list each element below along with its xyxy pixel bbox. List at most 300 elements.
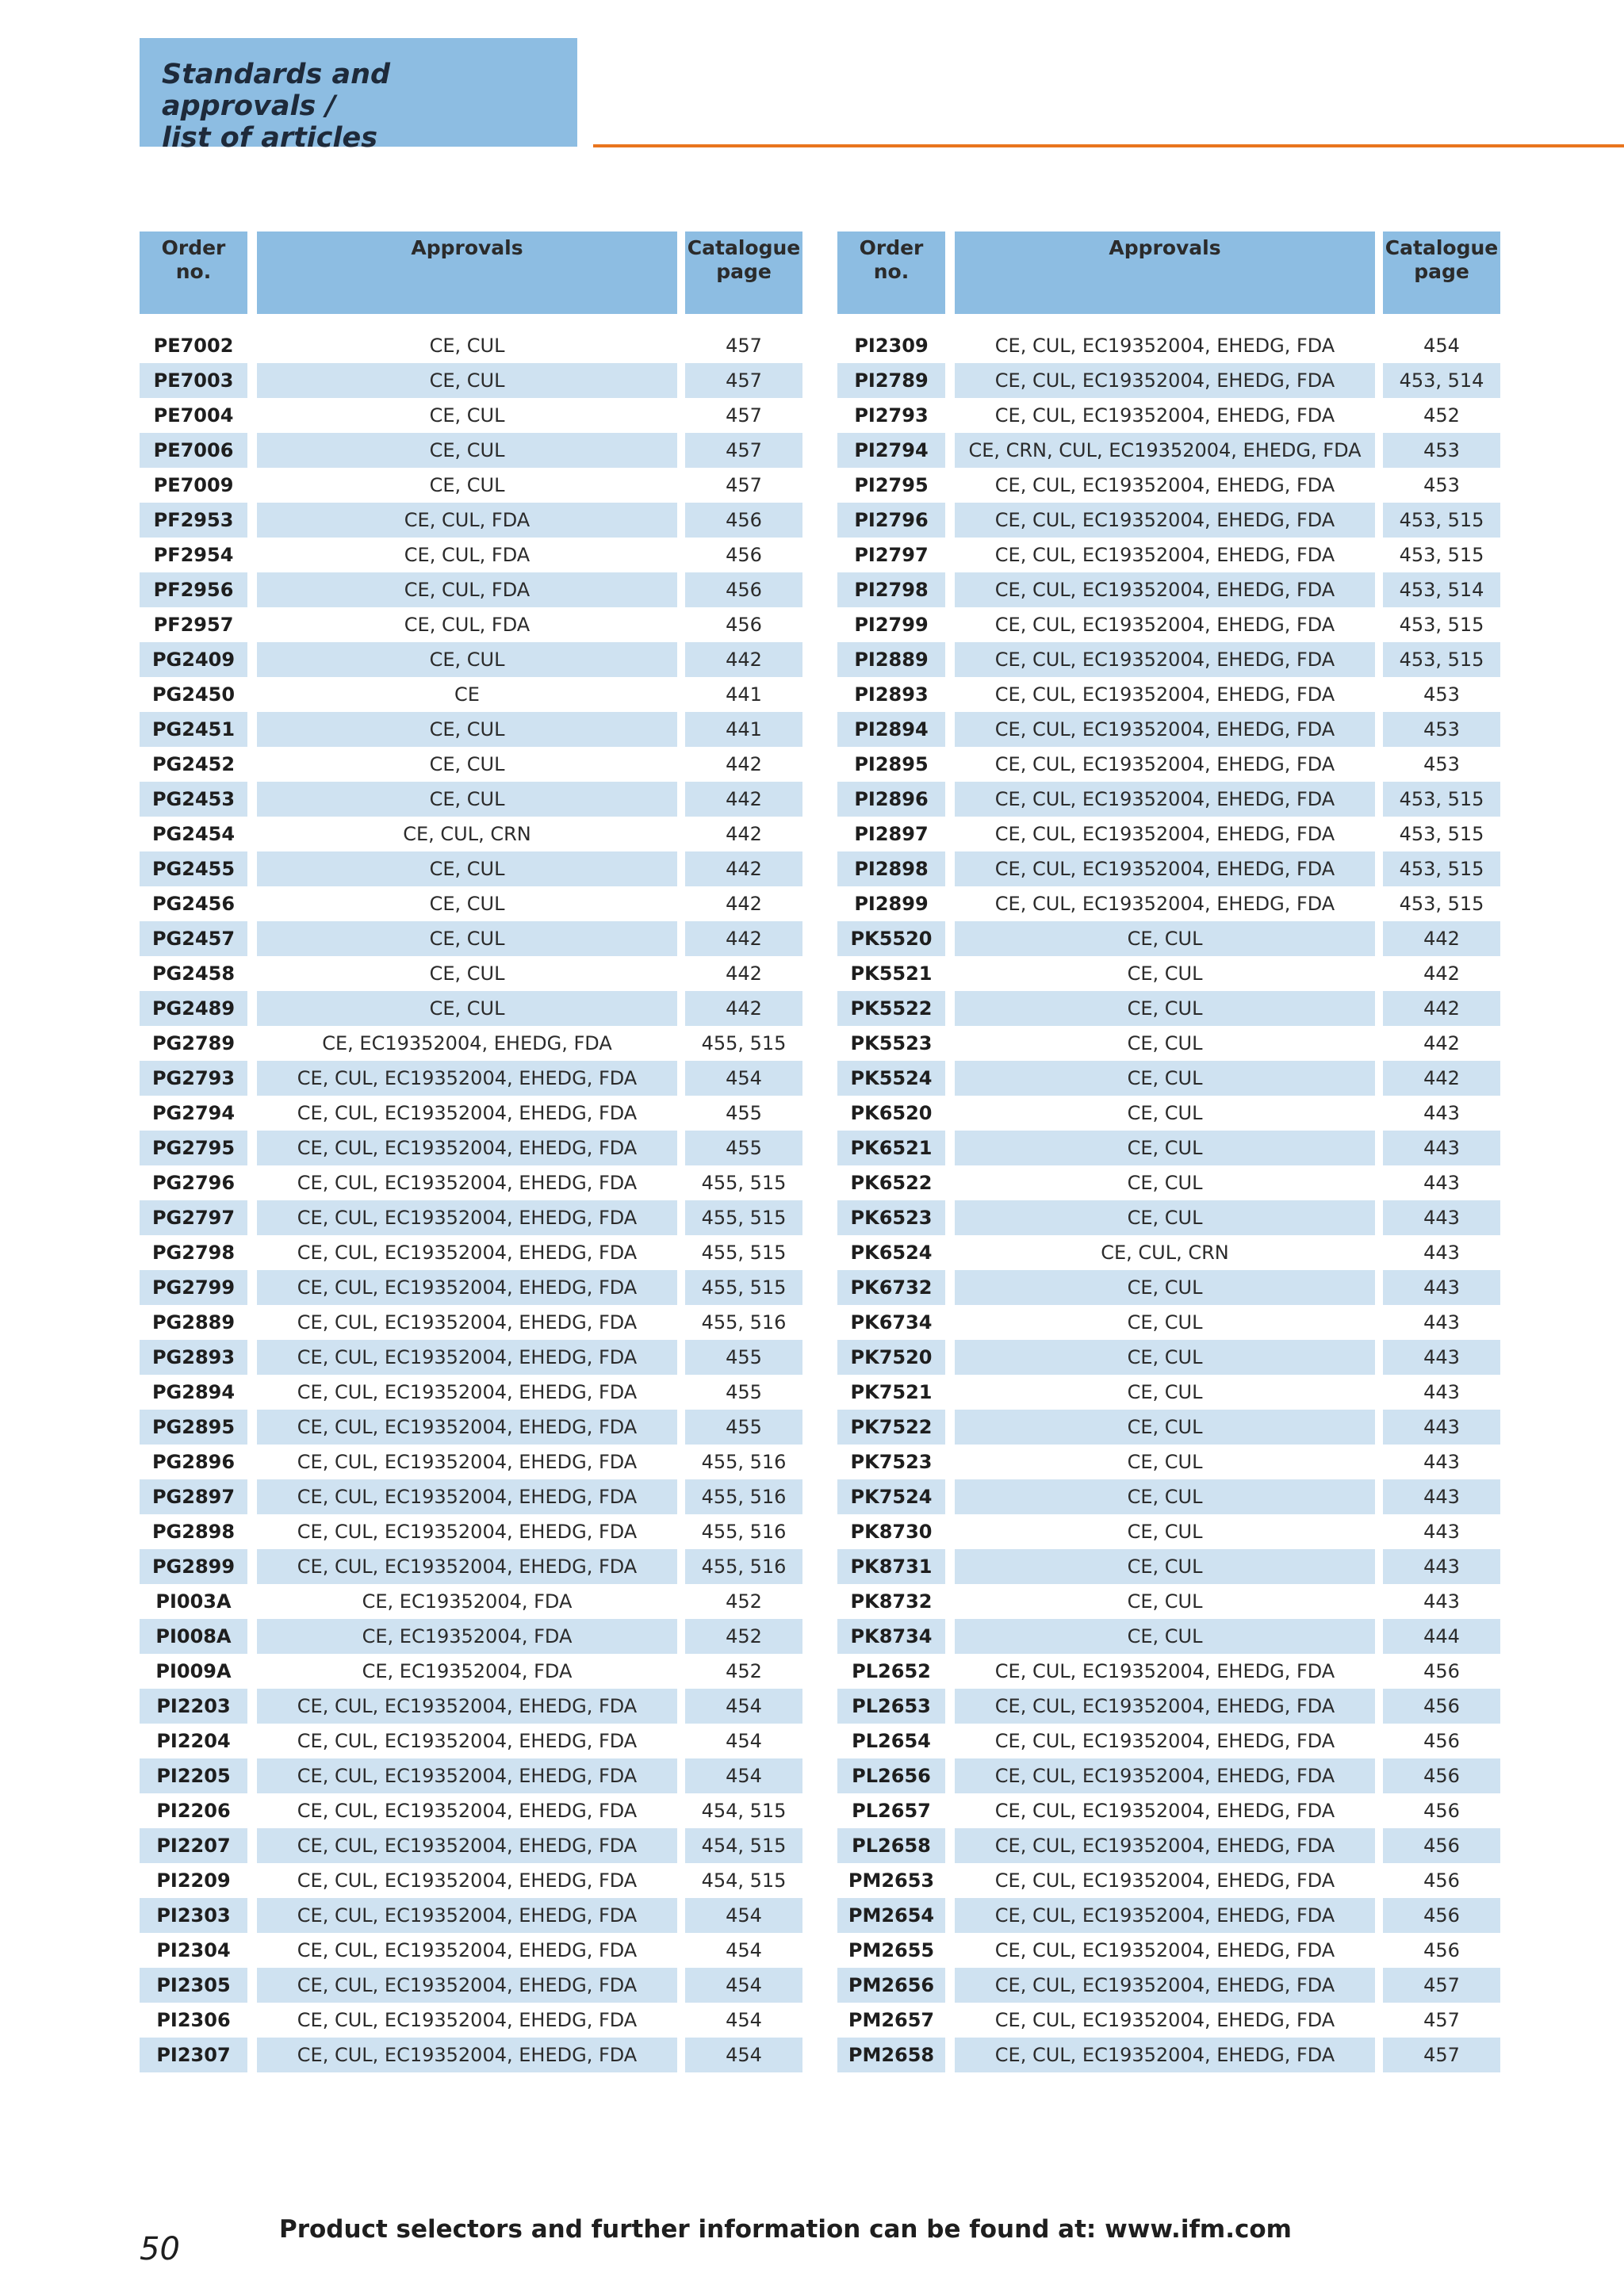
table-row bbox=[837, 1584, 1500, 1619]
catalogue-page-cell: 455, 516 bbox=[701, 1521, 787, 1543]
order-no-cell: PG2796 bbox=[151, 1172, 236, 1194]
approvals-cell: CE, CUL, EC19352004, EHEDG, FDA bbox=[257, 1410, 677, 1445]
catalogue-page-cell: 454, 515 bbox=[701, 1869, 787, 1892]
catalogue-page-cell: 443 bbox=[1423, 1521, 1460, 1543]
order-no-cell: PL2652 bbox=[852, 1660, 931, 1682]
order-no-cell: PL2653 bbox=[837, 1689, 945, 1724]
approvals-cell: CE, CUL, EC19352004, EHEDG, FDA bbox=[955, 851, 1375, 886]
table-row bbox=[140, 1758, 802, 1793]
order-no-cell: PI2209 bbox=[156, 1869, 231, 1892]
table-row bbox=[140, 1898, 802, 1933]
order-no-cell: PG2797 bbox=[140, 1200, 247, 1235]
table-row bbox=[140, 1619, 802, 1654]
table-row bbox=[837, 782, 1500, 817]
approvals-cell: CE, EC19352004, FDA bbox=[257, 1619, 677, 1654]
approvals-cell: CE, CUL, EC19352004, EHEDG, FDA bbox=[955, 2038, 1375, 2072]
order-no-cell: PG2450 bbox=[151, 683, 236, 706]
table-row bbox=[140, 1793, 802, 1828]
order-no-cell: PI2307 bbox=[140, 2038, 247, 2072]
table-row bbox=[837, 1131, 1500, 1165]
table-row bbox=[837, 468, 1500, 503]
approvals-cell: CE, EC19352004, FDA bbox=[362, 1590, 573, 1613]
approvals-cell: CE, CUL bbox=[955, 991, 1375, 1026]
order-no-cell: PI2204 bbox=[156, 1730, 231, 1752]
page-title-box bbox=[140, 38, 577, 154]
order-no-cell: PI2796 bbox=[837, 503, 945, 538]
order-no-cell: PI2899 bbox=[854, 893, 929, 915]
approvals-cell: CE, CUL, EC19352004, EHEDG, FDA bbox=[955, 642, 1375, 677]
catalogue-page-cell: 443 bbox=[1383, 1549, 1500, 1584]
order-no-cell: PK5522 bbox=[837, 991, 945, 1026]
catalogue-page-cell: 456 bbox=[1423, 1730, 1460, 1752]
approvals-cell: CE, CUL, EC19352004, EHEDG, FDA bbox=[994, 753, 1335, 775]
order-no-cell: PI2798 bbox=[837, 572, 945, 607]
table-row bbox=[837, 642, 1500, 677]
catalogue-page-cell: 453 bbox=[1383, 712, 1500, 747]
order-no-header-line-2: no. bbox=[175, 260, 212, 283]
catalogue-page-header-line-1: Catalogue bbox=[687, 236, 801, 259]
order-no-cell: PI2889 bbox=[837, 642, 945, 677]
table-row bbox=[837, 1898, 1500, 1933]
order-no-cell: PI2893 bbox=[854, 683, 929, 706]
approvals-cell: CE bbox=[454, 683, 480, 706]
approvals-cell: CE, CUL bbox=[1127, 1102, 1203, 1124]
approvals-cell: CE, CUL bbox=[1127, 1172, 1203, 1194]
table-row bbox=[837, 851, 1500, 886]
table-row bbox=[140, 468, 802, 503]
order-no-cell: PG2458 bbox=[151, 962, 236, 985]
table-row bbox=[140, 2038, 802, 2072]
catalogue-page-cell: 456 bbox=[1383, 1898, 1500, 1933]
order-no-cell: PK6523 bbox=[837, 1200, 945, 1235]
catalogue-page-header-line-2: page bbox=[716, 260, 772, 283]
table-row bbox=[140, 328, 802, 363]
catalogue-page-cell: 442 bbox=[685, 991, 802, 1026]
catalogue-page-cell: 453 bbox=[1423, 753, 1460, 775]
table-row bbox=[140, 712, 802, 747]
catalogue-page-cell: 454 bbox=[726, 1730, 762, 1752]
order-no-cell: PK6521 bbox=[837, 1131, 945, 1165]
table-row bbox=[837, 1340, 1500, 1375]
order-no-cell: PG2798 bbox=[151, 1242, 236, 1264]
order-no-cell: PG2455 bbox=[140, 851, 247, 886]
table-row bbox=[837, 1619, 1500, 1654]
order-no-cell: PI008A bbox=[140, 1619, 247, 1654]
order-no-cell: PI2203 bbox=[140, 1689, 247, 1724]
approvals-cell: CE, CUL, CRN bbox=[403, 823, 531, 845]
table-row bbox=[140, 991, 802, 1026]
header-rule bbox=[593, 144, 1624, 147]
approvals-cell: CE, CUL, EC19352004, EHEDG, FDA bbox=[257, 1898, 677, 1933]
table-row bbox=[140, 1270, 802, 1305]
catalogue-page-cell: 456 bbox=[685, 572, 802, 607]
approvals-cell: CE, CUL, EC19352004, EHEDG, FDA bbox=[955, 782, 1375, 817]
approvals-cell: CE, CUL bbox=[1127, 1590, 1203, 1613]
approvals-cell: CE, CUL, EC19352004, EHEDG, FDA bbox=[297, 1172, 638, 1194]
order-no-cell: PG2793 bbox=[140, 1061, 247, 1096]
articles-table-left bbox=[140, 232, 802, 2072]
table-row bbox=[837, 712, 1500, 747]
table-row bbox=[140, 607, 802, 642]
table-row bbox=[140, 503, 802, 538]
table-row bbox=[837, 1758, 1500, 1793]
order-no-cell: PG2456 bbox=[151, 893, 236, 915]
order-no-cell: PL2654 bbox=[852, 1730, 931, 1752]
approvals-cell: CE, CUL, EC19352004, EHEDG, FDA bbox=[994, 1730, 1335, 1752]
order-no-cell: PG2409 bbox=[140, 642, 247, 677]
catalogue-page-cell: 442 bbox=[1423, 1032, 1460, 1054]
catalogue-page-cell: 453, 514 bbox=[1383, 363, 1500, 398]
catalogue-page-cell: 455, 516 bbox=[701, 1311, 787, 1334]
catalogue-page-cell: 456 bbox=[1423, 1869, 1460, 1892]
approvals-cell: CE, CUL, EC19352004, EHEDG, FDA bbox=[257, 1758, 677, 1793]
approvals-cell: CE, CUL bbox=[955, 1410, 1375, 1445]
table-row bbox=[837, 2003, 1500, 2038]
catalogue-page-cell: 455, 515 bbox=[701, 1172, 787, 1194]
table-row bbox=[140, 1235, 802, 1270]
table-row bbox=[140, 642, 802, 677]
table-row bbox=[140, 1445, 802, 1479]
table-row bbox=[837, 1828, 1500, 1863]
catalogue-page-cell: 455, 515 bbox=[685, 1270, 802, 1305]
catalogue-page-cell: 452 bbox=[726, 1660, 762, 1682]
catalogue-page-cell: 454 bbox=[685, 2038, 802, 2072]
table-row bbox=[140, 1689, 802, 1724]
table-row bbox=[837, 1549, 1500, 1584]
order-no-cell: PI2205 bbox=[140, 1758, 247, 1793]
approvals-cell: CE, CUL bbox=[257, 782, 677, 817]
catalogue-page-cell: 452 bbox=[685, 1619, 802, 1654]
table-row bbox=[140, 1514, 802, 1549]
articles-table-body-right bbox=[837, 314, 1500, 2072]
table-row bbox=[837, 363, 1500, 398]
table-row bbox=[140, 921, 802, 956]
catalogue-page-cell: 454 bbox=[685, 1689, 802, 1724]
catalogue-page-cell: 453, 515 bbox=[1399, 823, 1484, 845]
catalogue-page-cell: 454 bbox=[726, 1939, 762, 1961]
approvals-cell: CE, CUL, EC19352004, EHEDG, FDA bbox=[257, 1479, 677, 1514]
catalogue-page-cell: 457 bbox=[1383, 2038, 1500, 2072]
approvals-cell: CE, CUL, FDA bbox=[404, 614, 530, 636]
catalogue-page-cell: 441 bbox=[726, 683, 762, 706]
approvals-cell: CE, CUL bbox=[1127, 1381, 1203, 1403]
catalogue-page-cell: 454 bbox=[685, 1968, 802, 2003]
table-row bbox=[837, 1514, 1500, 1549]
order-no-cell: PM2655 bbox=[848, 1939, 935, 1961]
approvals-cell: CE, CUL, EC19352004, EHEDG, FDA bbox=[297, 1242, 638, 1264]
page-title-line-2: list of articles bbox=[162, 122, 378, 154]
approvals-cell: CE, CUL, EC19352004, EHEDG, FDA bbox=[257, 1828, 677, 1863]
catalogue-page-header-line-1: Catalogue bbox=[1385, 236, 1499, 259]
table-row bbox=[837, 1654, 1500, 1689]
catalogue-page-cell: 443 bbox=[1383, 1270, 1500, 1305]
table-row bbox=[140, 1654, 802, 1689]
table-row bbox=[837, 538, 1500, 572]
catalogue-page-cell: 443 bbox=[1423, 1242, 1460, 1264]
table-row bbox=[140, 1026, 802, 1061]
catalogue-page-cell: 443 bbox=[1383, 1410, 1500, 1445]
order-no-cell: PE7002 bbox=[153, 335, 234, 357]
order-no-cell: PG2895 bbox=[140, 1410, 247, 1445]
table-row bbox=[837, 991, 1500, 1026]
table-row bbox=[837, 886, 1500, 921]
order-no-cell: PK5521 bbox=[850, 962, 933, 985]
catalogue-page-cell: 456 bbox=[685, 503, 802, 538]
approvals-cell: CE, CUL bbox=[955, 1619, 1375, 1654]
approvals-cell: CE, CUL, EC19352004, EHEDG, FDA bbox=[994, 335, 1335, 357]
catalogue-page-cell: 456 bbox=[1423, 1800, 1460, 1822]
approvals-cell: CE, CUL bbox=[429, 474, 505, 496]
catalogue-page-cell: 442 bbox=[685, 921, 802, 956]
approvals-cell: CE, CUL, EC19352004, EHEDG, FDA bbox=[257, 1061, 677, 1096]
table-row bbox=[837, 677, 1500, 712]
order-no-cell: PL2657 bbox=[852, 1800, 931, 1822]
table-row bbox=[140, 817, 802, 851]
table-row bbox=[140, 886, 802, 921]
approvals-cell: CE, CUL, EC19352004, EHEDG, FDA bbox=[994, 1800, 1335, 1822]
catalogue-page-cell: 457 bbox=[726, 474, 762, 496]
catalogue-page-cell: 456 bbox=[1383, 1689, 1500, 1724]
order-no-cell: PL2658 bbox=[837, 1828, 945, 1863]
order-no-cell: PI2306 bbox=[156, 2009, 231, 2031]
catalogue-page-cell: 455 bbox=[726, 1102, 762, 1124]
catalogue-page-cell: 454 bbox=[685, 1898, 802, 1933]
order-no-cell: PG2794 bbox=[151, 1102, 236, 1124]
table-row bbox=[140, 1584, 802, 1619]
table-row bbox=[837, 1968, 1500, 2003]
approvals-cell: CE, CUL, FDA bbox=[257, 503, 677, 538]
table-row bbox=[140, 2003, 802, 2038]
order-no-cell: PG2889 bbox=[151, 1311, 236, 1334]
approvals-cell: CE, CUL, EC19352004, EHEDG, FDA bbox=[994, 1939, 1335, 1961]
order-no-cell: PF2954 bbox=[153, 544, 234, 566]
catalogue-page-cell: 453 bbox=[1423, 683, 1460, 706]
order-no-cell: PK6520 bbox=[850, 1102, 933, 1124]
catalogue-page-cell: 456 bbox=[1383, 1758, 1500, 1793]
approvals-cell: CE, CUL, EC19352004, EHEDG, FDA bbox=[994, 893, 1335, 915]
catalogue-page-cell: 453, 515 bbox=[1399, 544, 1484, 566]
approvals-cell: CE, CUL, FDA bbox=[257, 572, 677, 607]
approvals-cell: CE, CUL bbox=[955, 1131, 1375, 1165]
table-row bbox=[140, 1724, 802, 1758]
approvals-cell: CE, CUL bbox=[257, 851, 677, 886]
catalogue-page-cell: 457 bbox=[726, 404, 762, 427]
table-row bbox=[140, 747, 802, 782]
approvals-cell: CE, CUL bbox=[955, 921, 1375, 956]
approvals-cell: CE, EC19352004, FDA bbox=[362, 1660, 573, 1682]
catalogue-page-cell: 454, 515 bbox=[701, 1800, 787, 1822]
order-no-cell: PK8734 bbox=[837, 1619, 945, 1654]
approvals-cell: CE, EC19352004, EHEDG, FDA bbox=[322, 1032, 612, 1054]
catalogue-page-cell: 456 bbox=[1423, 1660, 1460, 1682]
approvals-cell: CE, CUL bbox=[429, 753, 505, 775]
order-no-cell: PK5524 bbox=[837, 1061, 945, 1096]
order-no-cell: PK6734 bbox=[850, 1311, 933, 1334]
approvals-cell: CE, CUL, EC19352004, EHEDG, FDA bbox=[257, 2038, 677, 2072]
approvals-cell: CE, CUL bbox=[257, 712, 677, 747]
approvals-cell: CE, CUL bbox=[429, 962, 505, 985]
order-no-cell: PG2452 bbox=[151, 753, 236, 775]
table-row bbox=[837, 1305, 1500, 1340]
approvals-cell: CE, CUL, EC19352004, EHEDG, FDA bbox=[994, 683, 1335, 706]
order-no-cell: PE7009 bbox=[153, 474, 234, 496]
order-no-cell: PI2797 bbox=[854, 544, 929, 566]
table-header-row bbox=[837, 232, 1500, 314]
catalogue-page-cell: 456 bbox=[1383, 1828, 1500, 1863]
table-row bbox=[140, 1968, 802, 2003]
approvals-cell: CE, CUL, EC19352004, EHEDG, FDA bbox=[994, 404, 1335, 427]
order-no-cell: PG2454 bbox=[151, 823, 236, 845]
order-no-cell: PG2898 bbox=[151, 1521, 236, 1543]
order-no-cell: PI2305 bbox=[140, 1968, 247, 2003]
approvals-cell: CE, CUL bbox=[955, 1270, 1375, 1305]
approvals-cell: CE, CUL bbox=[1127, 1451, 1203, 1473]
order-no-cell: PG2799 bbox=[140, 1270, 247, 1305]
approvals-cell: CE, CUL, EC19352004, EHEDG, FDA bbox=[994, 1869, 1335, 1892]
order-no-cell: PK8732 bbox=[850, 1590, 933, 1613]
approvals-header: Approvals bbox=[955, 232, 1375, 314]
approvals-cell: CE, CUL bbox=[955, 1340, 1375, 1375]
order-no-cell: PE7006 bbox=[140, 433, 247, 468]
table-row bbox=[837, 1410, 1500, 1445]
table-row bbox=[837, 572, 1500, 607]
approvals-cell: CE, CUL, EC19352004, EHEDG, FDA bbox=[955, 712, 1375, 747]
catalogue-page-cell: 443 bbox=[1423, 1172, 1460, 1194]
table-row bbox=[837, 398, 1500, 433]
table-row bbox=[140, 1200, 802, 1235]
order-no-cell: PE7003 bbox=[140, 363, 247, 398]
catalogue-page-cell: 453, 515 bbox=[1383, 851, 1500, 886]
table-row bbox=[837, 607, 1500, 642]
table-row bbox=[140, 1375, 802, 1410]
order-no-cell: PI2799 bbox=[854, 614, 929, 636]
order-no-cell: PI2304 bbox=[156, 1939, 231, 1961]
table-row bbox=[837, 1165, 1500, 1200]
catalogue-page-cell: 455 bbox=[685, 1131, 802, 1165]
approvals-cell: CE, CUL, EC19352004, EHEDG, FDA bbox=[955, 1758, 1375, 1793]
approvals-cell: CE, CUL bbox=[955, 1061, 1375, 1096]
catalogue-page-cell: 443 bbox=[1423, 1311, 1460, 1334]
table-row bbox=[837, 1096, 1500, 1131]
order-no-cell: PG2893 bbox=[140, 1340, 247, 1375]
catalogue-page-cell: 454 bbox=[685, 1758, 802, 1793]
approvals-cell: CE, CUL, EC19352004, EHEDG, FDA bbox=[994, 823, 1335, 845]
approvals-cell: CE, CUL bbox=[429, 335, 505, 357]
table-row bbox=[837, 921, 1500, 956]
catalogue-page-header bbox=[1383, 232, 1500, 314]
order-no-cell: PM2658 bbox=[837, 2038, 945, 2072]
order-no-header bbox=[140, 232, 247, 314]
catalogue-page-cell: 442 bbox=[726, 753, 762, 775]
table-row bbox=[140, 433, 802, 468]
catalogue-page-cell: 452 bbox=[1423, 404, 1460, 427]
approvals-cell: CE, CUL, CRN bbox=[1101, 1242, 1229, 1264]
approvals-cell: CE, CUL bbox=[257, 433, 677, 468]
catalogue-page-cell: 456 bbox=[726, 544, 762, 566]
order-no-cell: PG2894 bbox=[151, 1381, 236, 1403]
approvals-cell: CE, CUL bbox=[1127, 1311, 1203, 1334]
catalogue-page-cell: 457 bbox=[685, 363, 802, 398]
table-row bbox=[837, 1375, 1500, 1410]
catalogue-page-cell: 455, 516 bbox=[685, 1549, 802, 1584]
order-no-cell: PE7004 bbox=[153, 404, 234, 427]
table-row bbox=[140, 572, 802, 607]
catalogue-page-cell: 442 bbox=[685, 851, 802, 886]
catalogue-page-cell: 453, 515 bbox=[1383, 503, 1500, 538]
catalogue-page-cell: 442 bbox=[685, 642, 802, 677]
order-no-cell: PM2653 bbox=[848, 1869, 935, 1892]
approvals-cell: CE, CUL, EC19352004, EHEDG, FDA bbox=[297, 1521, 638, 1543]
approvals-cell: CE, CUL bbox=[955, 1479, 1375, 1514]
approvals-cell: CE, CUL, EC19352004, EHEDG, FDA bbox=[297, 1451, 638, 1473]
approvals-cell: CE, CUL, EC19352004, EHEDG, FDA bbox=[955, 572, 1375, 607]
order-no-cell: PK8730 bbox=[850, 1521, 933, 1543]
table-row bbox=[140, 1549, 802, 1584]
table-row bbox=[837, 1445, 1500, 1479]
order-no-cell: PG2897 bbox=[140, 1479, 247, 1514]
approvals-cell: CE, CUL, EC19352004, EHEDG, FDA bbox=[257, 1200, 677, 1235]
catalogue-page-cell: 443 bbox=[1383, 1479, 1500, 1514]
order-no-cell: PI2309 bbox=[854, 335, 929, 357]
catalogue-page-header-line-2: page bbox=[1414, 260, 1469, 283]
catalogue-page-cell: 442 bbox=[1383, 921, 1500, 956]
table-row bbox=[837, 503, 1500, 538]
catalogue-page-cell: 442 bbox=[1383, 991, 1500, 1026]
catalogue-page-cell: 443 bbox=[1423, 1451, 1460, 1473]
catalogue-page-cell: 443 bbox=[1383, 1340, 1500, 1375]
order-no-cell: PL2656 bbox=[837, 1758, 945, 1793]
approvals-cell: CE, CUL, EC19352004, EHEDG, FDA bbox=[257, 1968, 677, 2003]
catalogue-page-cell: 443 bbox=[1423, 1102, 1460, 1124]
catalogue-page-cell: 454 bbox=[726, 2009, 762, 2031]
order-no-header bbox=[837, 232, 945, 314]
order-no-cell: PI009A bbox=[155, 1660, 232, 1682]
order-no-header-line-2: no. bbox=[873, 260, 910, 283]
order-no-cell: PI2793 bbox=[854, 404, 929, 427]
table-row bbox=[140, 398, 802, 433]
approvals-header: Approvals bbox=[257, 232, 677, 314]
approvals-cell: CE, CUL bbox=[257, 363, 677, 398]
approvals-cell: CE, CUL bbox=[955, 1200, 1375, 1235]
catalogue-page-cell: 442 bbox=[1383, 1061, 1500, 1096]
table-row bbox=[837, 1724, 1500, 1758]
catalogue-page-cell: 455 bbox=[685, 1410, 802, 1445]
table-row bbox=[140, 1933, 802, 1968]
table-row bbox=[140, 1828, 802, 1863]
footer-note: Product selectors and further information can be found at: www.ifm.com bbox=[279, 2215, 1292, 2244]
order-no-cell: PI2897 bbox=[854, 823, 929, 845]
catalogue-page-cell: 455 bbox=[726, 1381, 762, 1403]
catalogue-page-cell: 453, 515 bbox=[1399, 614, 1484, 636]
order-no-cell: PK5523 bbox=[850, 1032, 933, 1054]
approvals-cell: CE, CUL bbox=[955, 1549, 1375, 1584]
table-row bbox=[140, 1340, 802, 1375]
table-row bbox=[140, 782, 802, 817]
approvals-cell: CE, CUL, EC19352004, EHEDG, FDA bbox=[297, 1869, 638, 1892]
catalogue-page-cell: 455, 515 bbox=[685, 1200, 802, 1235]
approvals-cell: CE, CUL, FDA bbox=[404, 544, 530, 566]
catalogue-page-cell: 455, 515 bbox=[701, 1032, 787, 1054]
catalogue-page-cell: 453 bbox=[1423, 474, 1460, 496]
approvals-cell: CE, CUL bbox=[1127, 1032, 1203, 1054]
approvals-cell: CE, CUL bbox=[257, 921, 677, 956]
approvals-cell: CE, CUL, EC19352004, EHEDG, FDA bbox=[994, 474, 1335, 496]
catalogue-page-cell: 453, 515 bbox=[1399, 893, 1484, 915]
table-row bbox=[837, 1689, 1500, 1724]
table-row bbox=[837, 1026, 1500, 1061]
order-no-cell: PI003A bbox=[155, 1590, 232, 1613]
table-row bbox=[140, 1096, 802, 1131]
